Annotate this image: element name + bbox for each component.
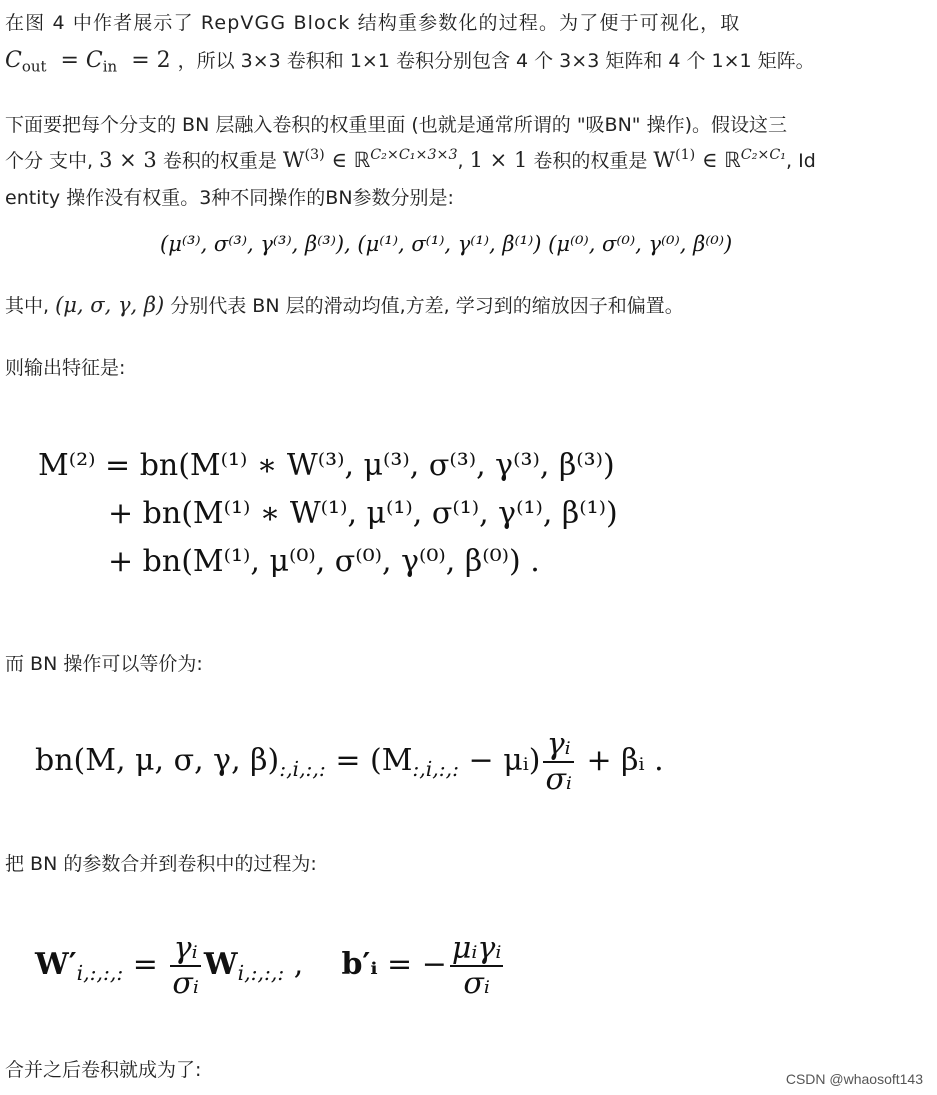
math-params: (μ, σ, γ, β) bbox=[55, 293, 165, 317]
equation-3: $W'_{i,:,:,:}$ = $\frac{\text{γᵢ}}{\text{σᵢ}}$ $W_{i,:,:,:}$ , b′ᵢ = − $\frac{\text{μᵢγᵢ}}{\text{σᵢ}}$ bbox=[35, 931, 502, 1001]
math-1x1: 1 × 1 bbox=[469, 148, 528, 172]
math-w1: $W^{(1)}$ ∈ ℝ$^{C_2\times C_1}$ bbox=[653, 147, 787, 172]
paragraph-after-merge: 合并之后卷积就成为了: bbox=[5, 1059, 202, 1081]
bn-params-display: (μ⁽³⁾, σ⁽³⁾, γ⁽³⁾, β⁽³⁾), (μ⁽¹⁾, σ⁽¹⁾, γ⁽¹⁾, β⁽¹⁾) (μ⁽⁰⁾, σ⁽⁰⁾, γ⁽⁰⁾, β⁽⁰⁾) bbox=[160, 232, 733, 256]
fraction-mu-gamma-sigma: $\frac{\text{μᵢγᵢ}}{\text{σᵢ}}$ bbox=[451, 931, 502, 1001]
paragraph-params: 其中, (μ, σ, γ, β) 分别代表 BN 层的滑动均值,方差, 学习到的缩放因子和偏置。 bbox=[5, 293, 684, 317]
paragraph-weights-line1 bbox=[5, 108, 930, 142]
paragraph-intro-line1 bbox=[5, 6, 930, 40]
paragraph-output-features: 则输出特征是: bbox=[5, 357, 126, 379]
weights-text-1: 下面要把每个分支的 BN 层融入卷积的权重里面 (也就是通常所谓的 "吸BN" 操作)。假设这三 bbox=[5, 114, 787, 136]
equation-1-line2: + bn(M⁽¹⁾ ∗ W⁽¹⁾, μ⁽¹⁾, σ⁽¹⁾, γ⁽¹⁾, β⁽¹⁾) bbox=[108, 496, 618, 531]
weights-text-3: entity 操作没有权重。3种不同操作的BN参数分别是: bbox=[5, 187, 454, 209]
paragraph-weights-line3 bbox=[5, 181, 930, 215]
paragraph-intro-line2 bbox=[5, 44, 930, 78]
math-w3: $W^{(3)}$ ∈ ℝ$^{C_2\times C_1\times 3\times 3}$ bbox=[282, 147, 458, 172]
paragraph-merge: 把 BN 的参数合并到卷积中的过程为: bbox=[5, 853, 317, 875]
fraction-gamma-sigma: $\frac{\text{γᵢ}}{\text{σᵢ}}$ bbox=[545, 727, 572, 797]
paragraph-bn-equivalent: 而 BN 操作可以等价为: bbox=[5, 653, 203, 675]
fraction-gamma-sigma-1: $\frac{\text{γᵢ}}{\text{σᵢ}}$ bbox=[172, 931, 199, 1001]
equation-2: bn(M, μ, σ, γ, $\beta)_{:,i,:,:} = (M_{:,i,:,:}$ − μᵢ) $\frac{\text{γᵢ}}{\text{σᵢ}}$ + βᵢ . bbox=[35, 727, 664, 797]
intro-text-2: ，所以 3×3 卷积和 1×1 卷积分别包含 4 个 3×3 矩阵和 4 个 1×1 矩阵。 bbox=[177, 50, 815, 72]
equation-1-line3: + bn(M⁽¹⁾, μ⁽⁰⁾, σ⁽⁰⁾, γ⁽⁰⁾, β⁽⁰⁾) . bbox=[108, 544, 540, 579]
csdn-watermark: CSDN @whaosoft143 bbox=[785, 1071, 923, 1087]
equation-1-line1: M⁽²⁾ = bn(M⁽¹⁾ ∗ W⁽³⁾, μ⁽³⁾, σ⁽³⁾, γ⁽³⁾, β⁽³⁾) bbox=[38, 448, 615, 483]
paragraph-weights-line2: 个分 支中, 3 × 3 卷积的权重是 $W^{(3)}$ ∈ ℝ$^{C_2\times C_1\times 3\times 3}$, 1 × 1 卷积的权重是 $W^{(1)}$ ∈ ℝ$^{C_2\times C_1}$, Id bbox=[5, 147, 816, 172]
math-3x3: 3 × 3 bbox=[99, 148, 157, 172]
math-cout-cin: $C_{out} = C_{in} = 2$ bbox=[5, 48, 171, 76]
intro-text: 在图 4 中作者展示了 RepVGG Block 结构重参数化的过程。为了便于可视化，取 bbox=[5, 12, 741, 34]
